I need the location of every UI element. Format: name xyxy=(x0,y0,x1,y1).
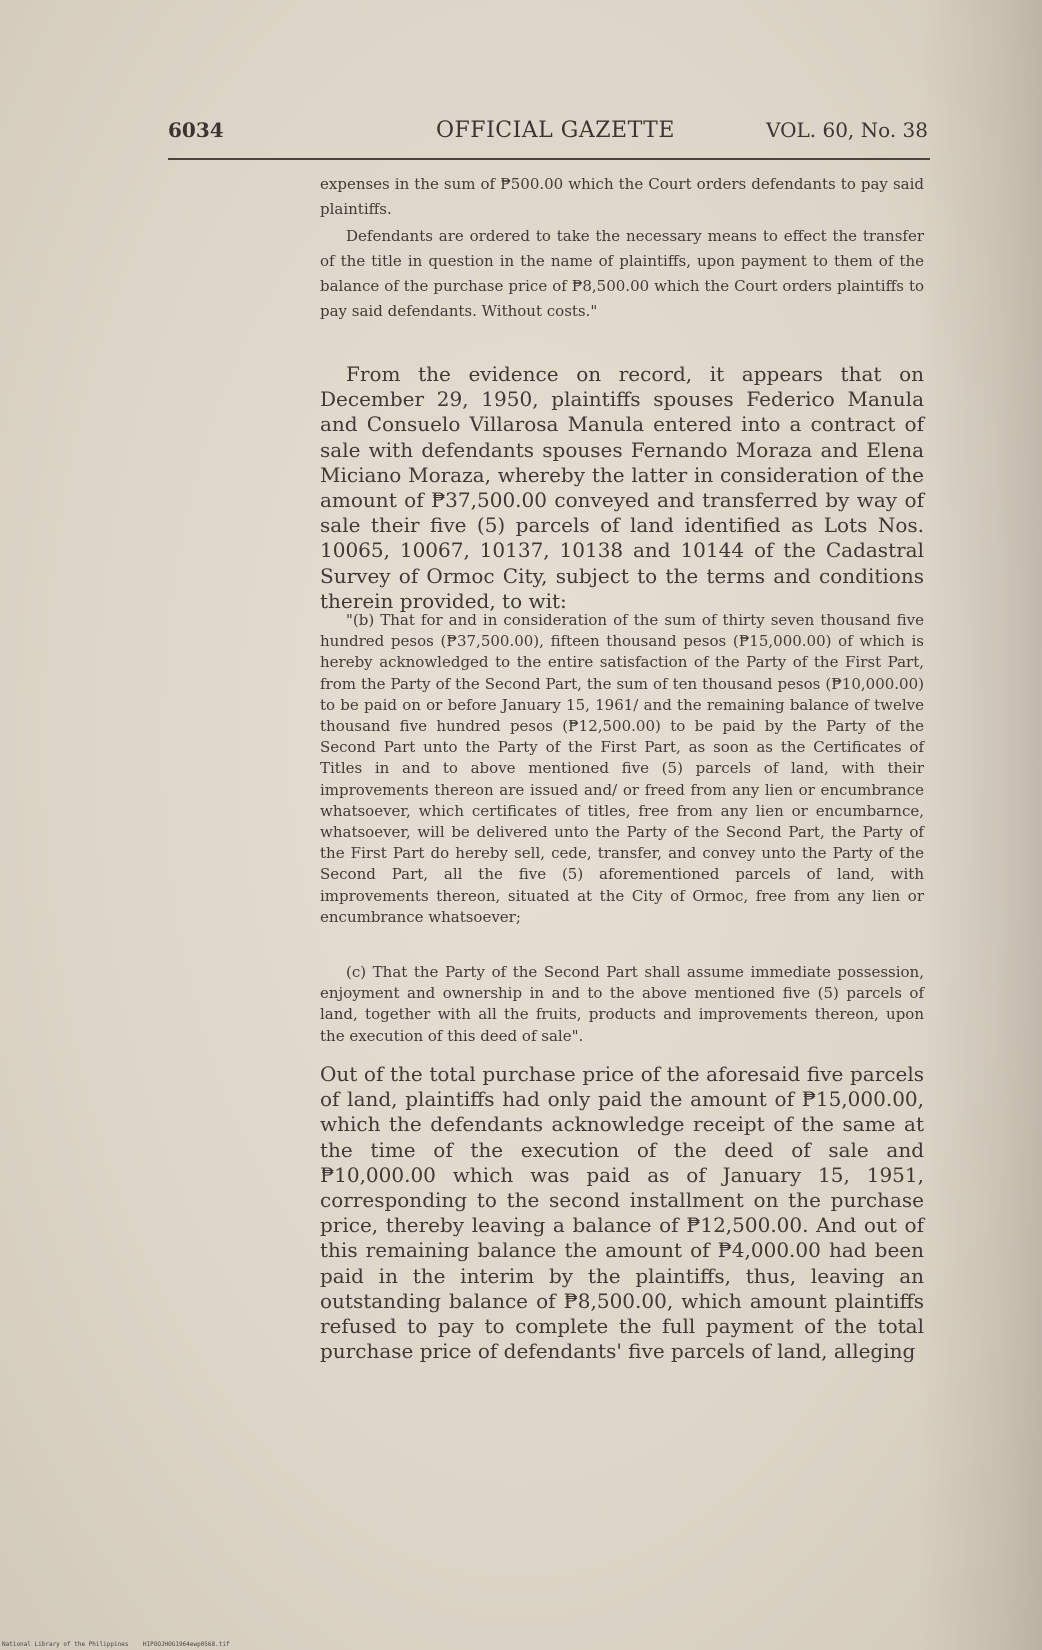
paragraph-text: Defendants are ordered to take the necessary means to effect the transfer of the title in question in the name of plaintiffs, upon payment to them of the balance of the purchase price of ₱8,500.00 which the Court orders plaintiffs to pay said defendants. Without costs." xyxy=(320,227,924,320)
header-rule xyxy=(168,158,930,160)
quote-clause-b xyxy=(320,610,924,928)
volume-number: VOL. 60, No. 38 xyxy=(765,118,928,142)
quote-clause-c xyxy=(320,962,924,1047)
page-number: 6034 xyxy=(168,118,224,142)
paragraph-text: From the evidence on record, it appears that on December 29, 1950, plaintiffs spouses Federico Manula and Consuelo Villarosa Manula entered into a contract of sale with defendants spouses Fernando Moraza and Elena Miciano Moraza, whereby the latter in consideration of the amount of ₱37,500.00 conveyed and transferred by way of sale their five (5) parcels of land identified as Lots Nos. 10065, 10067, 10137, 10138 and 10144 of the Cadastral Survey of Ormoc City, subject to the terms and conditions therein provided, to wit: xyxy=(320,362,924,613)
paragraph-text: Out of the total purchase price of the aforesaid five parcels of land, plaintiffs had only paid the amount of ₱15,000.00, which the defendants acknowledge receipt of the same at the time of the execution of the deed of sale and ₱10,000.00 which was paid as of January 15, 1951, corresponding to the second installment on the purchase price, thereby leaving a balance of ₱12,500.00. And out of this remaining balance the amount of ₱4,000.00 had been paid in the interim by the plaintiffs, thus, leaving an outstanding balance of ₱8,500.00, which amount plaintiffs refused to pay to complete the full payment of the total purchase price of defendants' five parcels of land, alleging xyxy=(320,1062,924,1364)
paragraph-purchase-price xyxy=(320,1062,924,1364)
publication-title: OFFICIAL GAZETTE xyxy=(436,118,675,143)
paragraph-transfer-order xyxy=(320,224,924,324)
paragraph-text: expenses in the sum of ₱500.00 which the Court orders defendants to pay said plaintiffs. xyxy=(320,175,924,218)
paragraph-expenses xyxy=(320,172,924,222)
quote-text: (c) That the Party of the Second Part shall assume immediate possession, enjoyment and ownership in and to the above mentioned five (5) parcels of land, together with all the fruits, products and improvements thereon, upon the execution of this deed of sale". xyxy=(320,963,924,1045)
scan-source-label: National Library of the Philippines HIPOOJHOG1964ewp0568.tif xyxy=(2,1641,230,1648)
page-header xyxy=(168,118,928,148)
quote-text: "(b) That for and in consideration of the sum of thirty seven thousand five hundred pesos (₱37,500.00), fifteen thousand pesos (₱15,000.00) of which is hereby acknowledged to the entire satisfaction of the Party of the First Part, from the Party of the Second Part, the sum of ten thousand pesos (₱10,000.00) to be paid on or before January 15, 1961/ and the remaining balance of twelve thousand five hundred pesos (₱12,500.00) to be paid by the Party of the Second Part unto the Party of the First Part, as soon as the Certificates of Titles in and to above mentioned five (5) parcels of land, with their improvements thereon are issued and/ or freed from any lien or encumbrance whatsoever, which certificates of titles, free from any lien or encumbarnce, whatsoever, will be delivered unto the Party of the Second Part, the Party of the First Part do hereby sell, cede, transfer, and convey unto the Party of the Second Part, all the five (5) aforementioned parcels of land, with improvements thereon, situated at the City of Ormoc, free from any lien or encumbrance whatsoever; xyxy=(320,611,924,926)
paragraph-evidence xyxy=(320,362,924,614)
